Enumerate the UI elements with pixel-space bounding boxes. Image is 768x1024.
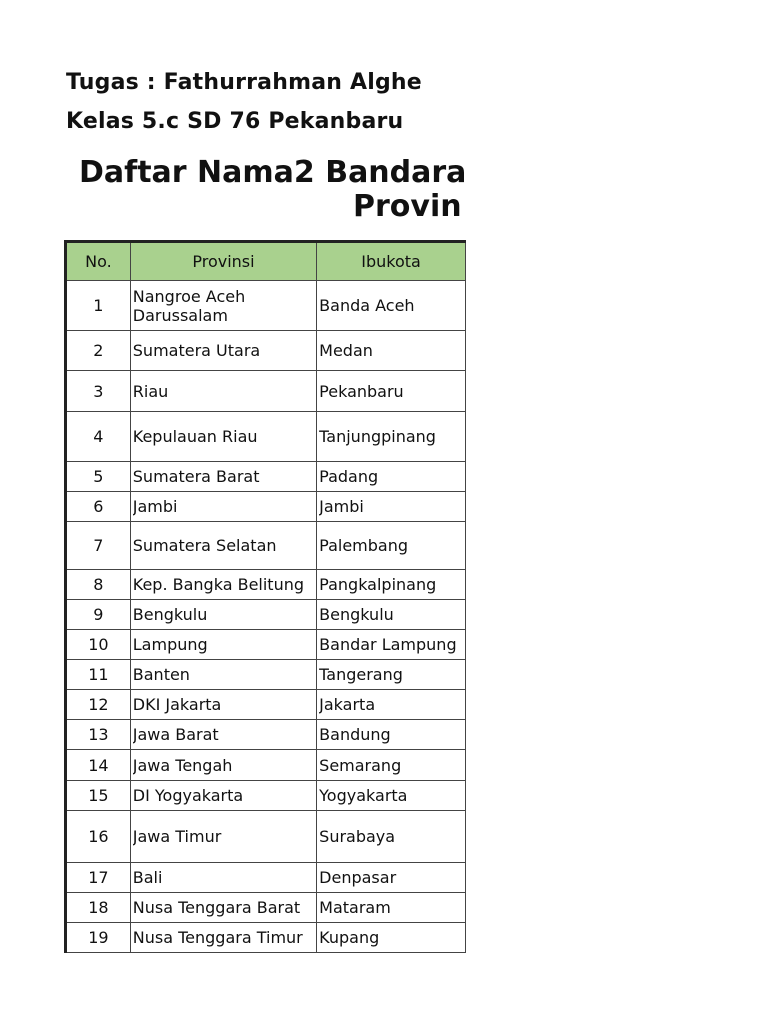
table-row	[66, 522, 466, 570]
ibukota-text: Bengkulu	[319, 605, 394, 624]
cell-ibukota	[317, 923, 466, 953]
cell-ibukota	[317, 462, 466, 492]
cell-provinsi	[130, 412, 316, 462]
cell-ibukota	[317, 781, 466, 811]
cell-no: 15	[66, 781, 131, 811]
cell-provinsi	[130, 522, 316, 570]
cell-no: 18	[66, 893, 131, 923]
table-row	[66, 781, 466, 811]
cell-ibukota	[317, 522, 466, 570]
table-header-row	[66, 242, 466, 281]
provinsi-text: Nusa Tenggara Barat	[132, 898, 301, 917]
ibukota-text: Mataram	[319, 898, 391, 917]
cell-provinsi	[130, 371, 316, 412]
ibukota-text: Pekanbaru	[319, 381, 404, 401]
cell-no: 2	[66, 331, 131, 371]
ibukota-text: Kupang	[319, 928, 380, 947]
provinsi-text: Nangroe Aceh Darussalam	[132, 286, 246, 325]
cell-provinsi	[130, 630, 316, 660]
cell-no: 16	[66, 811, 131, 863]
ibukota-text: Palembang	[319, 536, 409, 555]
ibukota-text: Tangerang	[319, 665, 403, 684]
cell-ibukota	[317, 720, 466, 750]
class-line: Kelas 5.c SD 76 Pekanbaru	[66, 109, 404, 134]
table-row	[66, 570, 466, 600]
cell-provinsi	[130, 690, 316, 720]
provinsi-text: Lampung	[132, 635, 208, 654]
table-row	[66, 492, 466, 522]
cell-provinsi	[130, 781, 316, 811]
provinsi-text: Banten	[132, 665, 190, 684]
cell-ibukota	[317, 750, 466, 781]
provinsi-text: DI Yogyakarta	[132, 786, 244, 805]
cell-provinsi	[130, 923, 316, 953]
provinsi-text: Jawa Timur	[132, 827, 222, 846]
provinsi-text: Jawa Tengah	[132, 755, 233, 775]
provinsi-text: Bengkulu	[132, 605, 208, 624]
table-row	[66, 462, 466, 492]
table-row	[66, 720, 466, 750]
table-row	[66, 660, 466, 690]
cell-ibukota	[317, 412, 466, 462]
cell-no: 6	[66, 492, 131, 522]
cell-no: 9	[66, 600, 131, 630]
ibukota-text: Bandar Lampung	[319, 635, 457, 654]
cell-provinsi	[130, 893, 316, 923]
table-row	[66, 863, 466, 893]
table-row	[66, 690, 466, 720]
cell-ibukota	[317, 492, 466, 522]
table-body	[66, 281, 466, 953]
table-row	[66, 893, 466, 923]
cell-ibukota	[317, 660, 466, 690]
ibukota-text: Tanjungpinang	[319, 427, 436, 446]
table-row	[66, 600, 466, 630]
cell-no: 1	[66, 281, 131, 331]
ibukota-text: Jakarta	[319, 695, 376, 714]
cell-no: 13	[66, 720, 131, 750]
cell-ibukota	[317, 600, 466, 630]
ibukota-text: Surabaya	[319, 827, 396, 846]
table-row	[66, 371, 466, 412]
cell-no: 19	[66, 923, 131, 953]
cell-ibukota	[317, 863, 466, 893]
ibukota-text: Banda Aceh	[319, 296, 415, 315]
cell-no: 12	[66, 690, 131, 720]
cell-no: 5	[66, 462, 131, 492]
cell-ibukota	[317, 331, 466, 371]
ibukota-text: Medan	[319, 341, 373, 360]
ibukota-text: Bandung	[319, 725, 391, 744]
ibukota-text: Denpasar	[319, 868, 397, 887]
cell-provinsi	[130, 863, 316, 893]
cell-ibukota	[317, 630, 466, 660]
cell-no: 8	[66, 570, 131, 600]
provinsi-text: Riau	[132, 381, 169, 401]
document-title-line2: Provin	[353, 189, 462, 224]
cell-no: 10	[66, 630, 131, 660]
cell-no: 3	[66, 371, 131, 412]
cell-ibukota	[317, 570, 466, 600]
cell-no: 7	[66, 522, 131, 570]
cell-provinsi	[130, 331, 316, 371]
document-title: Daftar Nama2 Bandara	[79, 155, 466, 190]
cell-no: 14	[66, 750, 131, 781]
cell-ibukota	[317, 893, 466, 923]
provinsi-text: Sumatera Selatan	[132, 536, 277, 555]
provinsi-text: Jambi	[132, 497, 178, 516]
provinsi-text: Sumatera Utara	[132, 341, 261, 360]
table-row	[66, 811, 466, 863]
cell-no: 11	[66, 660, 131, 690]
table-row	[66, 412, 466, 462]
provinsi-text: Kepulauan Riau	[132, 427, 258, 446]
cell-provinsi	[130, 492, 316, 522]
province-table	[64, 240, 466, 953]
provinsi-text: Kep. Bangka Belitung	[132, 575, 305, 594]
ibukota-text: Jambi	[319, 497, 364, 516]
cell-provinsi	[130, 281, 316, 331]
table-row	[66, 331, 466, 371]
provinsi-text: DKI Jakarta	[132, 695, 222, 714]
cell-ibukota	[317, 371, 466, 412]
header-provinsi: Provinsi	[130, 242, 316, 281]
table-row	[66, 923, 466, 953]
provinsi-text: Sumatera Barat	[132, 467, 260, 486]
cell-ibukota	[317, 811, 466, 863]
cell-provinsi	[130, 811, 316, 863]
ibukota-text: Padang	[319, 467, 379, 486]
cell-provinsi	[130, 600, 316, 630]
cell-provinsi	[130, 660, 316, 690]
cell-provinsi	[130, 720, 316, 750]
ibukota-text: Yogyakarta	[319, 786, 408, 805]
cell-provinsi	[130, 462, 316, 492]
ibukota-text: Pangkalpinang	[319, 575, 437, 594]
header-no: No.	[66, 242, 131, 281]
cell-ibukota	[317, 281, 466, 331]
table-row	[66, 750, 466, 781]
provinsi-text: Bali	[132, 868, 163, 887]
provinsi-text: Nusa Tenggara Timur	[132, 928, 303, 947]
provinsi-text: Jawa Barat	[132, 725, 219, 744]
cell-no: 17	[66, 863, 131, 893]
ibukota-text: Semarang	[319, 755, 402, 775]
cell-ibukota	[317, 690, 466, 720]
cell-provinsi	[130, 750, 316, 781]
header-ibukota: Ibukota	[317, 242, 466, 281]
table-row	[66, 630, 466, 660]
cell-no: 4	[66, 412, 131, 462]
table-row	[66, 281, 466, 331]
assignment-line: Tugas : Fathurrahman Alghe	[66, 70, 422, 95]
cell-provinsi	[130, 570, 316, 600]
